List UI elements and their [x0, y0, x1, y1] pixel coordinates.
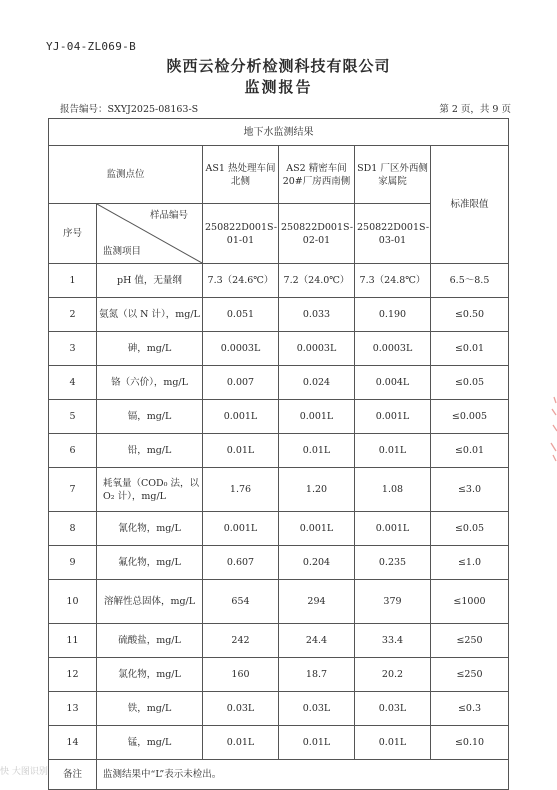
standard-header: 标准限值	[431, 146, 509, 264]
row-value-3: 0.03L	[355, 692, 431, 726]
row-no: 13	[49, 692, 97, 726]
row-value-1: 654	[203, 580, 279, 624]
row-no: 3	[49, 332, 97, 366]
remark-label: 备注	[49, 760, 97, 790]
location-3: SD1 厂区外西侧家属院	[355, 146, 431, 204]
table-row	[49, 366, 509, 400]
row-value-2: 0.03L	[279, 692, 355, 726]
row-standard: ≤1.0	[431, 546, 509, 580]
table-row	[49, 692, 509, 726]
row-item: 镉，mg/L	[97, 400, 203, 434]
location-1: AS1 热处理车间北侧	[203, 146, 279, 204]
row-item: 溶解性总固体，mg/L	[97, 580, 203, 624]
remark-text: 监测结果中“L”表示未检出。	[97, 760, 509, 790]
row-item: 砷，mg/L	[97, 332, 203, 366]
row-item: 锰，mg/L	[97, 726, 203, 760]
row-no: 6	[49, 434, 97, 468]
row-standard: ≤0.05	[431, 366, 509, 400]
row-item: 硫酸盐，mg/L	[97, 624, 203, 658]
row-item: 氟化物，mg/L	[97, 546, 203, 580]
row-value-1: 0.007	[203, 366, 279, 400]
row-value-3: 33.4	[355, 624, 431, 658]
row-standard: ≤3.0	[431, 468, 509, 512]
row-value-3: 379	[355, 580, 431, 624]
row-no: 14	[49, 726, 97, 760]
results-table	[48, 118, 509, 790]
row-item: 氨氮（以 N 计），mg/L	[97, 298, 203, 332]
row-value-3: 0.01L	[355, 726, 431, 760]
row-standard: ≤0.05	[431, 512, 509, 546]
table-row	[49, 468, 509, 512]
row-value-2: 0.01L	[279, 434, 355, 468]
sample-id-3: 250822D001S-03-01	[355, 204, 431, 264]
row-value-2: 24.4	[279, 624, 355, 658]
row-value-1: 0.001L	[203, 400, 279, 434]
row-no: 2	[49, 298, 97, 332]
table-row	[49, 624, 509, 658]
row-item: pH 值，无量纲	[97, 264, 203, 298]
table-row	[49, 580, 509, 624]
row-value-3: 0.235	[355, 546, 431, 580]
row-standard: ≤250	[431, 624, 509, 658]
row-value-1: 0.0003L	[203, 332, 279, 366]
row-value-2: 0.024	[279, 366, 355, 400]
item-label: 监测项目	[103, 246, 142, 257]
row-value-3: 0.004L	[355, 366, 431, 400]
sample-id-1: 250822D001S-01-01	[203, 204, 279, 264]
row-standard: ≤250	[431, 658, 509, 692]
sample-id-2: 250822D001S-02-01	[279, 204, 355, 264]
page-info: 第 2 页，共 9 页	[439, 104, 511, 115]
company-name: 陕西云检分析检测科技有限公司	[166, 57, 391, 75]
row-standard: ≤0.10	[431, 726, 509, 760]
row-no: 1	[49, 264, 97, 298]
row-value-1: 0.051	[203, 298, 279, 332]
report-title: 监测报告	[244, 78, 313, 96]
table-row	[49, 264, 509, 298]
row-value-2: 294	[279, 580, 355, 624]
row-no: 5	[49, 400, 97, 434]
row-value-1: 0.001L	[203, 512, 279, 546]
diagonal-header-cell	[97, 204, 203, 264]
table-row	[49, 512, 509, 546]
table-row	[49, 400, 509, 434]
table-row	[49, 546, 509, 580]
table-row	[49, 434, 509, 468]
row-no: 11	[49, 624, 97, 658]
row-value-2: 7.2（24.0℃）	[279, 264, 355, 298]
row-item: 氯化物，mg/L	[97, 658, 203, 692]
seq-header: 序号	[49, 204, 97, 264]
row-standard: ≤0.3	[431, 692, 509, 726]
row-standard: ≤1000	[431, 580, 509, 624]
row-value-2: 0.033	[279, 298, 355, 332]
row-value-3: 7.3（24.8℃）	[355, 264, 431, 298]
row-value-3: 20.2	[355, 658, 431, 692]
stamp-edge-mark	[548, 395, 557, 465]
table-row	[49, 726, 509, 760]
row-standard: ≤0.50	[431, 298, 509, 332]
row-value-2: 1.20	[279, 468, 355, 512]
row-item: 铁，mg/L	[97, 692, 203, 726]
row-value-2: 0.01L	[279, 726, 355, 760]
row-value-3: 0.001L	[355, 400, 431, 434]
row-no: 4	[49, 366, 97, 400]
sample-no-label: 样品编号	[149, 210, 188, 221]
row-standard: ≤0.01	[431, 332, 509, 366]
row-no: 7	[49, 468, 97, 512]
row-value-3: 1.08	[355, 468, 431, 512]
row-standard: ≤0.005	[431, 400, 509, 434]
row-value-1: 242	[203, 624, 279, 658]
row-item: 铬（六价），mg/L	[97, 366, 203, 400]
row-value-2: 18.7	[279, 658, 355, 692]
table-row	[49, 298, 509, 332]
row-value-1: 1.76	[203, 468, 279, 512]
row-value-2: 0.204	[279, 546, 355, 580]
row-value-1: 0.01L	[203, 434, 279, 468]
row-value-1: 0.01L	[203, 726, 279, 760]
row-value-1: 0.03L	[203, 692, 279, 726]
row-item: 氰化物，mg/L	[97, 512, 203, 546]
row-value-1: 160	[203, 658, 279, 692]
report-number: 报告编号：SXYJ2025-08163-S	[60, 104, 199, 115]
row-standard: 6.5～8.5	[431, 264, 509, 298]
location-header: 监测点位	[49, 146, 203, 204]
row-item: 耗氧量（COD₀ 法，以 O₂ 计），mg/L	[97, 468, 203, 512]
row-value-3: 0.001L	[355, 512, 431, 546]
row-value-3: 0.0003L	[355, 332, 431, 366]
table-row	[49, 332, 509, 366]
row-item: 铅，mg/L	[97, 434, 203, 468]
location-2: AS2 精密车间20#厂房西南侧	[279, 146, 355, 204]
row-no: 9	[49, 546, 97, 580]
row-no: 10	[49, 580, 97, 624]
table-caption: 地下水监测结果	[49, 119, 509, 146]
table-row	[49, 658, 509, 692]
row-no: 12	[49, 658, 97, 692]
row-no: 8	[49, 512, 97, 546]
row-value-2: 0.001L	[279, 400, 355, 434]
row-value-1: 0.607	[203, 546, 279, 580]
row-value-1: 7.3（24.6℃）	[203, 264, 279, 298]
row-value-3: 0.01L	[355, 434, 431, 468]
doc-code: YJ-04-ZL069-B	[46, 40, 136, 53]
row-value-2: 0.001L	[279, 512, 355, 546]
row-value-2: 0.0003L	[279, 332, 355, 366]
row-value-3: 0.190	[355, 298, 431, 332]
row-standard: ≤0.01	[431, 434, 509, 468]
watermark: 快 大图识别	[0, 767, 48, 777]
